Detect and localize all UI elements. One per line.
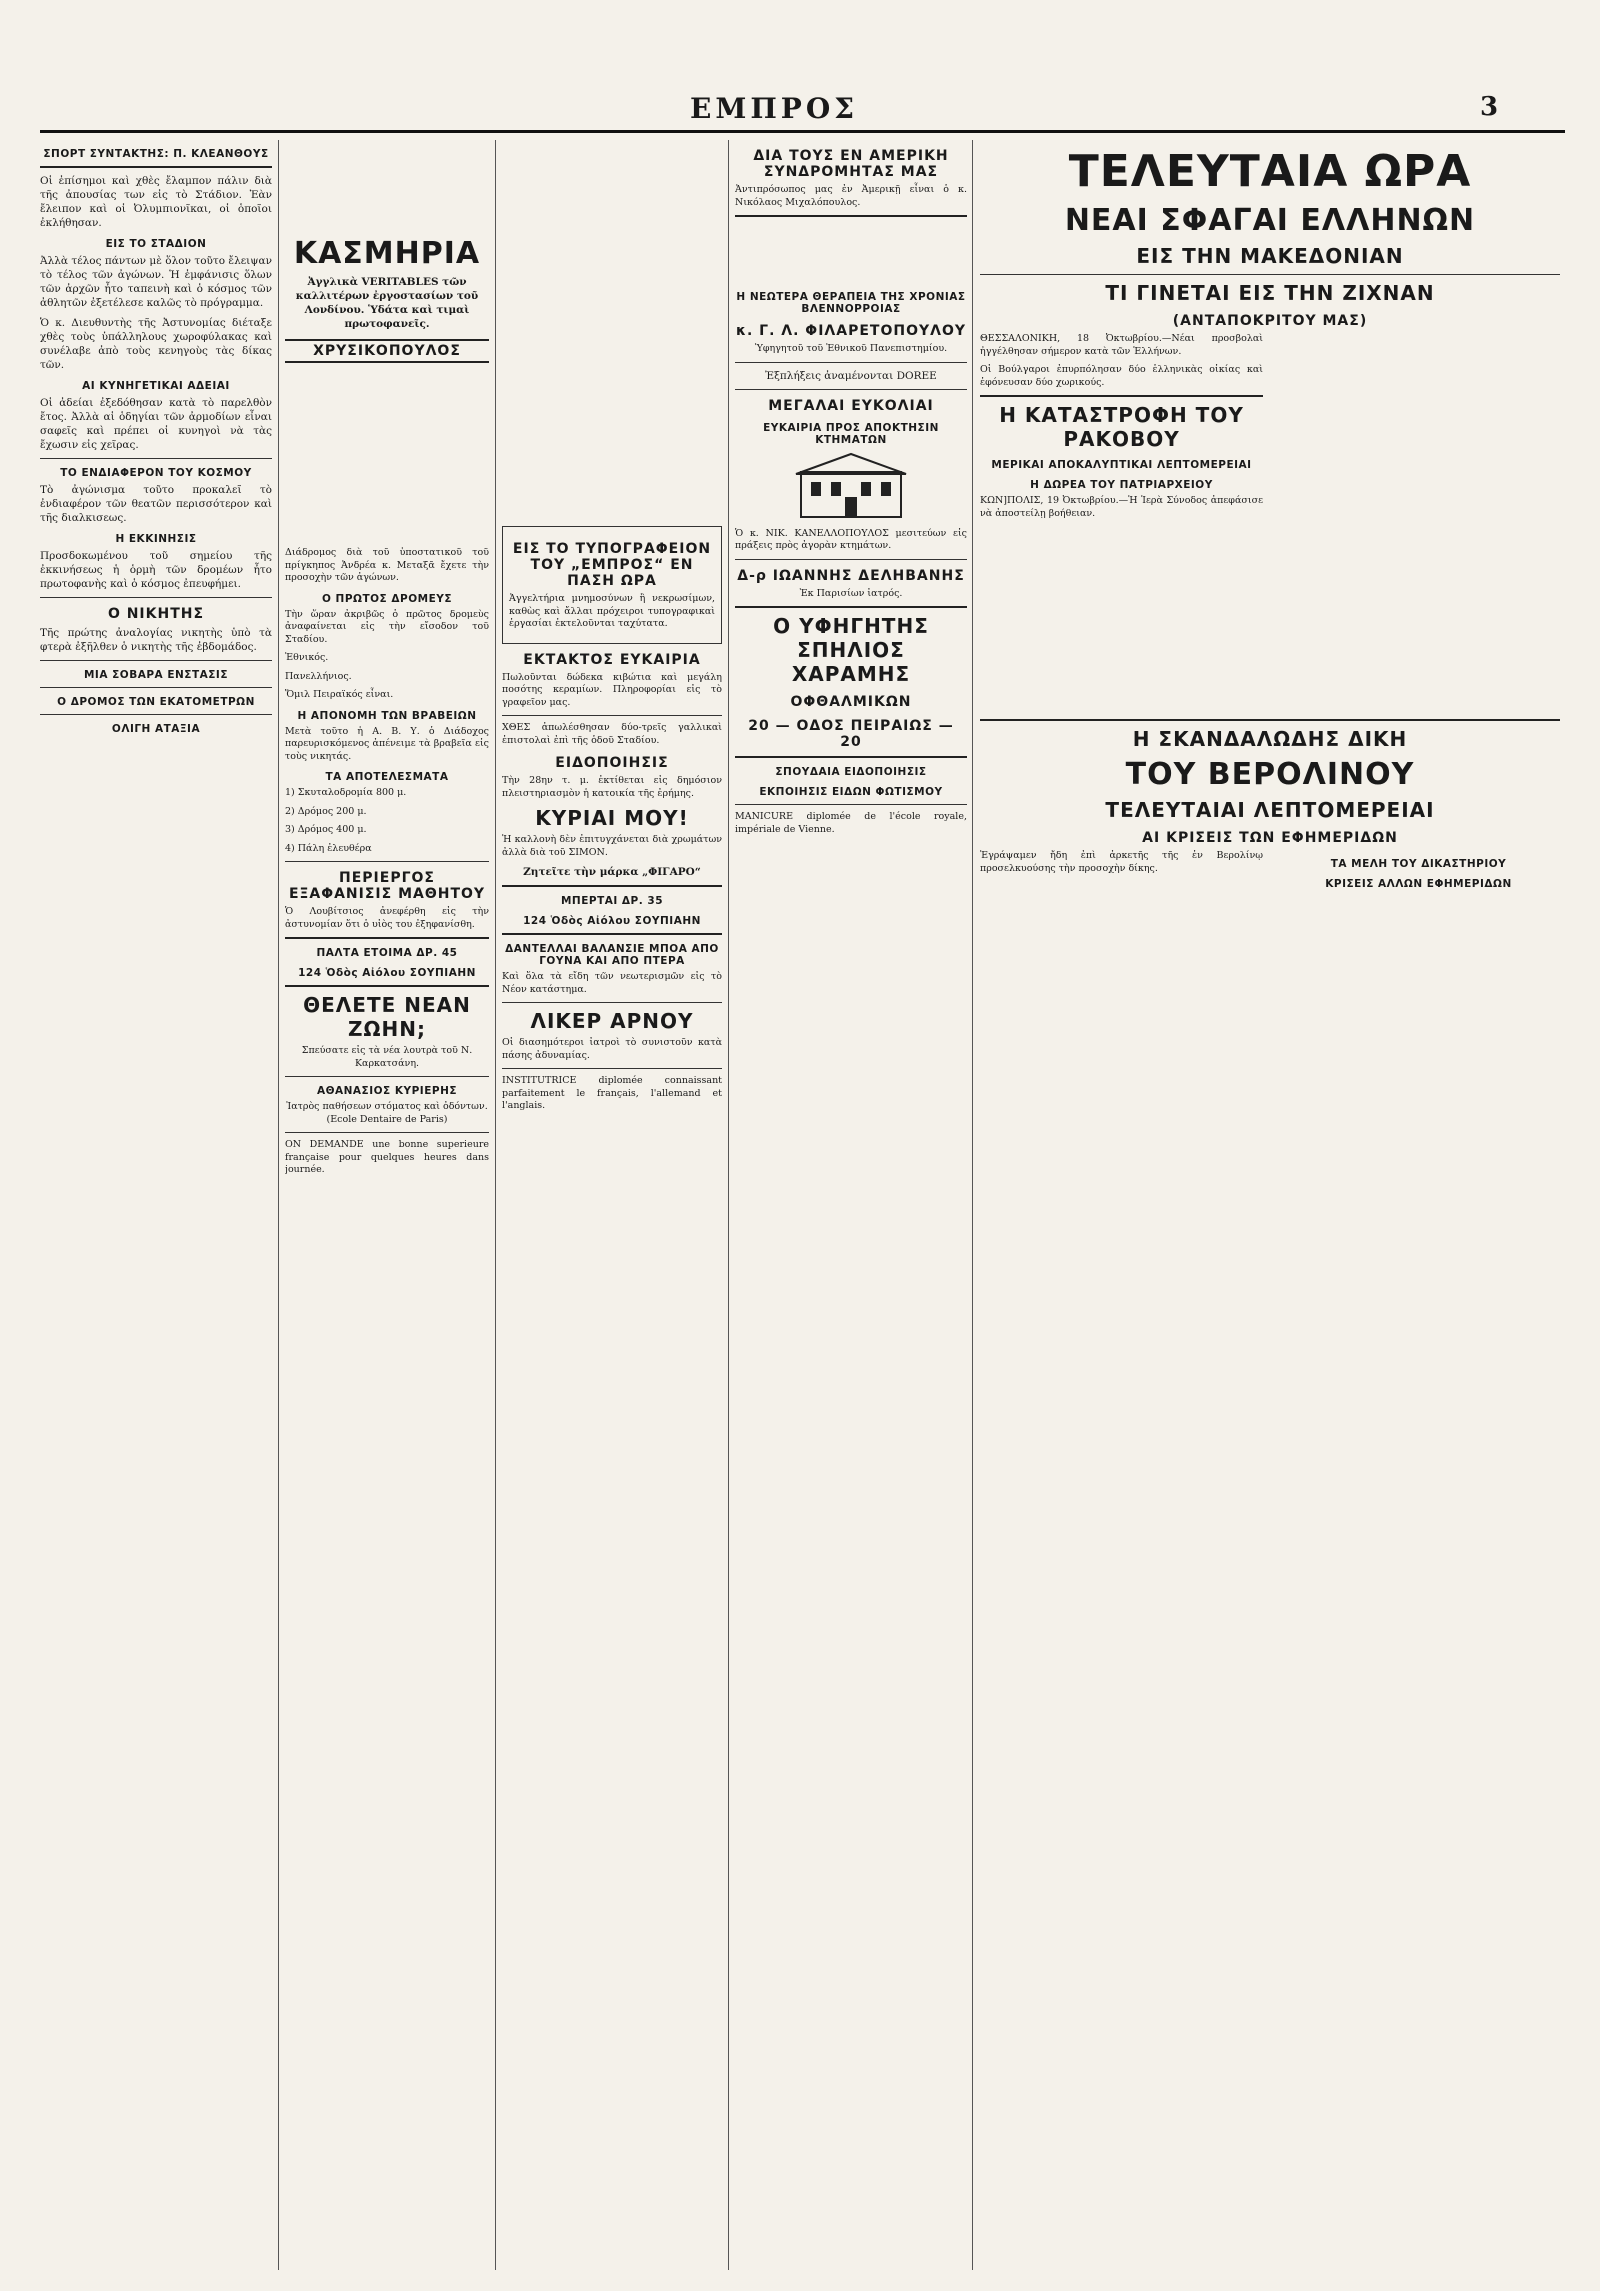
headline: ΑΙ ΚΡΙΣΕΙΣ ΤΩΝ ΕΦΗΜΕΡΙΔΩΝ (1142, 830, 1398, 846)
ad-address: 20 — ΟΔΟΣ ΠΕΙΡΑΙΩΣ — 20 (748, 718, 954, 750)
ad-name: κ. Γ. Λ. ΦΙΛΑΡΕΤΟΠΟΥΛΟΥ (736, 323, 966, 339)
ad-name: ΧΡΥΣΙΚΟΠΟΥΛΟΣ (285, 339, 489, 363)
result-item: 1) Σκυταλοδρομία 800 μ. (285, 787, 407, 798)
subheading: Η ΕΚΚΙΝΗΣΙΣ (115, 533, 197, 545)
ad-text: ON DEMANDE une bonne superieure française pour quelques heures dans journée. (285, 1139, 489, 1175)
article-text: Προσδοκωμένου τοῦ σημείου τῆς ἐκκινήσεως ἡ ὁρμὴ τῶν δρομέων ἦτο πρωτοφανὴς καὶ ὁ κόσμος ἐπευφήμει. (40, 550, 272, 590)
divider (502, 885, 722, 887)
headline: ΤΕΛΕΥΤΑΙΑ ΩΡΑ (1068, 146, 1472, 197)
column-rule (728, 140, 729, 2270)
subcolumn (980, 333, 1263, 713)
masthead-title: ΕΜΠΡΟΣ (690, 92, 859, 125)
ad-title: Η ΝΕΩΤΕΡΑ ΘΕΡΑΠΕΙΑ ΤΗΣ ΧΡΟΝΙΑΣ ΒΛΕΝΝΟΡΡΟΙΑΣ (736, 291, 966, 315)
ad-text: Ἐκ Παρισίων ἰατρός. (799, 587, 903, 599)
column-sport (40, 140, 272, 2270)
list-item: Πανελλήνιος. (285, 670, 352, 682)
ad-text: Καὶ ὅλα τὰ εἴδη τῶν νεωτερισμῶν εἰς τὸ Νέον κατάστημα. (502, 971, 722, 995)
ad-title: ΔΙΑ ΤΟΥΣ ΕΝ ΑΜΕΡΙΚΗ ΣΥΝΔΡΟΜΗΤΑΣ ΜΑΣ (753, 148, 949, 180)
ad-title: ΑΘΑΝΑΣΙΟΣ ΚΥΡΙΕΡΗΣ (316, 1085, 458, 1097)
building-illustration (791, 452, 911, 522)
ad-title: Ο ΥΦΗΓΗΤΗΣ ΣΠΗΛΙΟΣ ΧΑΡΑΜΗΣ (773, 614, 929, 686)
divider (980, 274, 1560, 275)
subheading: ΟΛΙΓΗ ΑΤΑΞΙΑ (111, 723, 201, 735)
divider (40, 714, 272, 715)
article-text: Διάδρομος διὰ τοῦ ὑποστατικοῦ τοῦ πρίγκηπος Ἀνδρέα κ. Μεταξᾶ ἔχετε τὴν προσοχὴν τῶν ἀγώνων. (285, 547, 489, 583)
ad-text: Ὁ κ. ΝΙΚ. ΚΑΝΕΛΛΟΠΟΥΛΟΣ μεσιτεύων εἰς πράξεις πρὸς ἀγορὰν κτημάτων. (735, 527, 967, 551)
article-text: Οἱ ἐπίσημοι καὶ χθὲς ἔλαμπον πάλιν διὰ τῆς ἀπουσίας των εἰς τὸ Στάδιον. Ἐὰν ἔλειπον καὶ οἱ Ὀλυμπιονῖκαι, οἱ ὁποῖοι ἐκλήθησαν. (40, 175, 272, 229)
divider (502, 1068, 722, 1069)
column-four (735, 140, 967, 2270)
article-text: Ὁ κ. Διευθυντὴς τῆς Ἀστυνομίας διέταξε χθὲς τοὺς ὑπάλληλους χωροφύλακας καὶ συνέλαβε ἀπὸ τοὺς κενηγοὺς τὰς δίκας τῶν. (40, 317, 272, 371)
list-item: Ἐθνικός. (285, 652, 329, 663)
ad-text: Πωλοῦνται δώδεκα κιβώτια καὶ μεγάλη ποσότης κεραμίων. Πληροφορίαι εἰς τὸ γραφεῖον μας. (502, 671, 722, 708)
subcolumn (1277, 333, 1560, 713)
subheading: ΠΕΡΙΕΡΓΟΣ ΕΞΑΦΑΝΙΣΙΣ ΜΑΘΗΤΟΥ (288, 870, 486, 902)
divider (40, 166, 272, 168)
divider (40, 687, 272, 688)
headline: ΤΟΥ ΒΕΡΟΛΙΝΟΥ (1125, 757, 1415, 792)
divider (735, 389, 967, 390)
divider (735, 559, 967, 560)
column-three (502, 140, 722, 2270)
ad-subtitle: ΟΦΘΑΛΜΙΚΩΝ (790, 694, 912, 710)
ad-title: ΕΚΤΑΚΤΟΣ ΕΥΚΑΙΡΙΑ (523, 651, 701, 668)
column-rule (495, 140, 496, 2270)
ad-title: ΕΙΔΟΠΟΙΗΣΙΣ (555, 755, 669, 771)
ad-text: Ἀγγλικὰ VERITABLES τῶν καλλιτέρων ἐργοστασίων τοῦ Λονδίνου. Ὑδάτα καὶ τιμαὶ πρωτοφανεῖς. (295, 276, 479, 330)
subheading: ΚΡΙΣΕΙΣ ΑΛΛΩΝ ΕΦΗΜΕΡΙΔΩΝ (1325, 878, 1512, 890)
subcolumn (980, 850, 1263, 894)
ad-title: ΘΕΛΕΤΕ ΝΕΑΝ ΖΩΗΝ; (303, 993, 471, 1041)
ad-title: ΠΑΛΤΑ ΕΤΟΙΜΑ ΔΡ. 45 (316, 947, 458, 959)
subheading: ΕΙΣ ΤΟ ΣΤΑΔΙΟΝ (105, 238, 207, 250)
ad-box (502, 526, 722, 644)
subheading: Η ΑΠΟΝΟΜΗ ΤΩΝ ΒΡΑΒΕΙΩΝ (297, 709, 477, 722)
divider (502, 1002, 722, 1003)
subheading: ΜΙΑ ΣΟΒΑΡΑ ΕΝΣΤΑΣΙΣ (83, 669, 229, 681)
page-number: 3 (1480, 92, 1499, 122)
article-text: Οἱ Βούλγαροι ἐπυρπόλησαν δύο ἑλληνικὰς οἰκίας καὶ ἐφόνευσαν δύο χωρικούς. (980, 364, 1263, 388)
article-text: Τὸ ἀγώνισμα τοῦτο προκαλεῖ τὸ ἐνδιαφέρον τῶν θεατῶν περισσότερον καὶ τῆς διαλκισεως. (40, 484, 272, 524)
ad-text: Τὴν 28ην τ. μ. ἐκτίθεται εἰς δημόσιον πλειστηριασμὸν ἡ κατοικία τῆς ἐρήμης. (502, 775, 722, 799)
headline: Η ΣΚΑΝΔΑΛΩΔΗΣ ΔΙΚΗ (1132, 727, 1408, 751)
column-header: ΣΠΟΡΤ ΣΥΝΤΑΚΤΗΣ: Π. ΚΛΕΑΝΘΟΥΣ (43, 148, 269, 160)
ad-text: Ζητεῖτε τὴν μάρκα „ΦΙΓΑΡΟ“ (523, 866, 701, 878)
column-rule (278, 140, 279, 2270)
ad-title: ΕΙΣ ΤΟ ΤΥΠΟΓΡΑΦΕΙΟΝ ΤΟΥ „ΕΜΠΡΟΣ“ ΕΝ ΠΑΣΗ ΩΡΑ (512, 541, 712, 589)
ad-text: ΧΘΕΣ ἀπωλέσθησαν δύο-τρεῖς γαλλικαὶ ἐπιστολαὶ ἐπὶ τῆς ὁδοῦ Σταδίου. (502, 722, 722, 746)
divider (735, 362, 967, 363)
headline: Η ΚΑΤΑΣΤΡΟΦΗ ΤΟΥ ΡΑΚΟΒΟΥ (999, 403, 1244, 451)
subheading: Ο ΝΙΚΗΤΗΣ (107, 606, 205, 622)
column-five (980, 140, 1560, 2270)
divider (980, 719, 1560, 721)
ad-text: Ἰατρὸς παθήσεων στόματος καὶ ὀδόντων. (Ecole Dentaire de Paris) (286, 1101, 488, 1125)
divider (40, 660, 272, 661)
ad-subtitle: ΕΥΚΑΙΡΙΑ ΠΡΟΣ ΑΠΟΚΤΗΣΙΝ ΚΤΗΜΑΤΩΝ (763, 421, 939, 446)
ad-text: MANICURE diplomée de l'école royale, impériale de Vienne. (735, 811, 967, 835)
ad-text: Ἡ καλλονὴ δὲν ἐπιτυγχάνεται διὰ χρωμάτων ἀλλὰ διὰ τοῦ ΣΙΜΟΝ. (502, 834, 722, 858)
article-text: Ἐγράψαμεν ἤδη ἐπὶ ἀρκετῆς τῆς ἐν Βερολίνῳ προσελκυούσης τὴν προσοχὴν δίκης. (980, 850, 1263, 874)
column-rule (972, 140, 973, 2270)
divider (735, 756, 967, 758)
ad-address: 124 Ὁδὸς Αἰόλου ΣΟΥΠΙΑΗΝ (523, 915, 701, 927)
article-text: Ἀλλὰ τέλος πάντων μὲ ὅλον τοῦτο ἔλειψαν τὸ τέλος τῶν ἀγώνων. Ἡ ἐμφάνισις ὅλων τῶν ἀρχῶν ἦτο ταπεινὴ καὶ ὁ κόσμος τῶν ἀθλητῶν ἐξετέλεσε καλῶς τὸ πρόγραμμα. (40, 255, 272, 309)
ad-text: INSTITUTRICE diplomée connaissant parfaitement le français, l'allemand et l'anglais. (502, 1075, 722, 1111)
headline: ΝΕΑΙ ΣΦΑΓΑΙ ΕΛΛΗΝΩΝ (1064, 203, 1476, 238)
result-item: 3) Δρόμος 400 μ. (285, 824, 367, 835)
article-text: ΘΕΣΣΑΛΟΝΙΚΗ, 18 Ὀκτωβρίου.—Νέαι προσβολαὶ ἠγγέλθησαν σήμερον κατὰ τῶν Ἑλλήνων. (980, 333, 1263, 357)
subheading: ΜΕΡΙΚΑΙ ΑΠΟΚΑΛΥΠΤΙΚΑΙ ΛΕΠΤΟΜΕΡΕΙΑΙ (991, 459, 1252, 471)
ad-text: Οἱ διασημότεροι ἰατροὶ τὸ συνιστοῦν κατὰ πάσης ἀδυναμίας. (502, 1037, 722, 1061)
ad-text: Ἀγγελτήρια μνημοσύνων ἢ νεκρωσίμων, καθὼς καὶ ἄλλαι πρόχειροι τυπογραφικαὶ ἐργασίαι ἐκτελοῦνται ταχύτατα. (509, 593, 715, 629)
ad-text: Ἀντιπρόσωπος μας ἐν Ἀμερικῇ εἶναι ὁ κ. Νικόλαος Μιχαλόπουλος. (735, 184, 967, 208)
article-text: Τῆς πρώτης ἀναλογίας νικητὴς ὑπὸ τὰ φτερὰ ἐξῆλθεν ὁ νικητὴς τῆς ἐβδομάδος. (40, 627, 272, 653)
subheading: ΤΑ ΜΕΛΗ ΤΟΥ ΔΙΚΑΣΤΗΡΙΟΥ (1330, 858, 1507, 870)
divider (735, 606, 967, 608)
article-text: Μετὰ τοῦτο ἡ Α. Β. Υ. ὁ Διάδοχος παρευρισκόμενος ἀπένειμε τὰ βραβεῖα εἰς τοὺς νικητάς. (285, 725, 489, 762)
article-text: Οἱ ἀδείαι ἐξεδόθησαν κατὰ τὸ παρελθὸν ἔτος. Ἀλλὰ αἱ ὁδηγίαι τῶν ἀρμοδίων εἶναι σαφεῖς καὶ πρέπει οἱ κυνηγοὶ νὰ τὰς ἔχωσιν εἰς χεῖρας. (40, 397, 272, 451)
divider (735, 215, 967, 217)
divider (980, 395, 1263, 397)
divider (40, 458, 272, 459)
divider (285, 937, 489, 939)
ad-title: ΚΑΣΜΗΡΙΑ (293, 236, 481, 271)
ad-title: ΜΠΕΡΤΑΙ ΔΡ. 35 (560, 895, 664, 907)
ad-subtitle: ΕΚΠΟΙΗΣΙΣ ΕΙΔΩΝ ΦΩΤΙΣΜΟΥ (759, 786, 943, 798)
subcolumn (1277, 850, 1560, 894)
ad-name: Δ-ρ ΙΩΑΝΝΗΣ ΔΕΛΗΒΑΝΗΣ (737, 567, 965, 584)
divider (502, 715, 722, 716)
list-item: Ὅμιλ Πειραϊκός εἶναι. (285, 689, 394, 700)
divider (285, 1076, 489, 1077)
result-item: 4) Πάλη ἐλευθέρα (285, 842, 372, 854)
divider (285, 985, 489, 987)
article-text: ΚΩΝ]ΠΟΛΙΣ, 19 Ὀκτωβρίου.—Ἡ Ἱερὰ Σύνοδος ἀπεφάσισε νὰ ἀποστείλῃ βοήθειαν. (980, 495, 1263, 519)
headline: ΕΙΣ ΤΗΝ ΜΑΚΕΔΟΝΙΑΝ (1136, 244, 1404, 268)
subheading: ΤΟ ΕΝΔΙΑΦΕΡΟΝ ΤΟΥ ΚΟΣΜΟΥ (60, 467, 252, 479)
ad-address: 124 Ὁδὸς Αἰόλου ΣΟΥΠΙΑΗΝ (298, 967, 476, 979)
divider (285, 1132, 489, 1133)
subheading: Η ΔΩΡΕΑ ΤΟΥ ΠΑΤΡΙΑΡΧΕΙΟΥ (1030, 479, 1213, 491)
ad-text: Σπεύσατε εἰς τὰ νέα λουτρὰ τοῦ Ν. Καρκατσάνη. (301, 1045, 473, 1069)
headline: (ΑΝΤΑΠΟΚΡΙΤΟΥ ΜΑΣ) (1172, 313, 1368, 329)
divider (285, 861, 489, 862)
article-text: Ὁ Λουβίτσιος ἀνεφέρθη εἰς τὴν ἀστυνομίαν ὅτι ὁ υἱὸς του ἐξηφανίσθη. (285, 906, 489, 930)
subheading: ΤΑ ΑΠΟΤΕΛΕΣΜΑΤΑ (325, 771, 449, 783)
masthead-rule (40, 130, 1565, 133)
ad-title: ΛΙΚΕΡ ΑΡΝΟΥ (530, 1009, 694, 1033)
headline: ΤΕΛΕΥΤΑΙΑΙ ΛΕΠΤΟΜΕΡΕΙΑΙ (1105, 798, 1435, 822)
ad-title: ΔΑΝΤΕΛΛΑΙ ΒΑΛΑΝΣΙΕ ΜΠΟΑ ΑΠΟ ΓΟΥΝΑ ΚΑΙ ΑΠΟ ΠΤΕΡΑ (505, 943, 719, 967)
column-two (285, 140, 489, 2270)
ad-title: ΜΕΓΑΛΑΙ ΕΥΚΟΛΙΑΙ (768, 397, 934, 414)
subheading: Ο ΔΡΟΜΟΣ ΤΩΝ ΕΚΑΤΟΜΕΤΡΩΝ (57, 696, 255, 708)
divider (735, 804, 967, 805)
ad-title: ΚΥΡΙΑΙ ΜΟΥ! (535, 806, 689, 830)
divider (40, 597, 272, 598)
headline: ΤΙ ΓΙΝΕΤΑΙ ΕΙΣ ΤΗΝ ΖΙΧΝΑΝ (1105, 281, 1435, 305)
subheading: ΑΙ ΚΥΝΗΓΕΤΙΚΑΙ ΑΔΕΙΑΙ (82, 380, 230, 392)
result-item: 2) Δρόμος 200 μ. (285, 805, 367, 817)
subheading: Ο ΠΡΩΤΟΣ ΔΡΟΜΕΥΣ (321, 592, 453, 605)
ad-text: Ὑφηγητοῦ τοῦ Ἐθνικοῦ Πανεπιστημίου. (754, 343, 948, 354)
ad-title: ΣΠΟΥΔΑΙΑ ΕΙΔΟΠΟΙΗΣΙΣ (775, 766, 927, 778)
ad-text: Ἐξπλήξεις ἀναμένονται DOREE (765, 369, 937, 382)
article-text: Τὴν ὥραν ἀκριβῶς ὁ πρῶτος δρομεὺς ἀναφαίνεται εἰς τὴν εἴσοδον τοῦ Σταδίου. (285, 608, 489, 645)
divider (502, 933, 722, 935)
